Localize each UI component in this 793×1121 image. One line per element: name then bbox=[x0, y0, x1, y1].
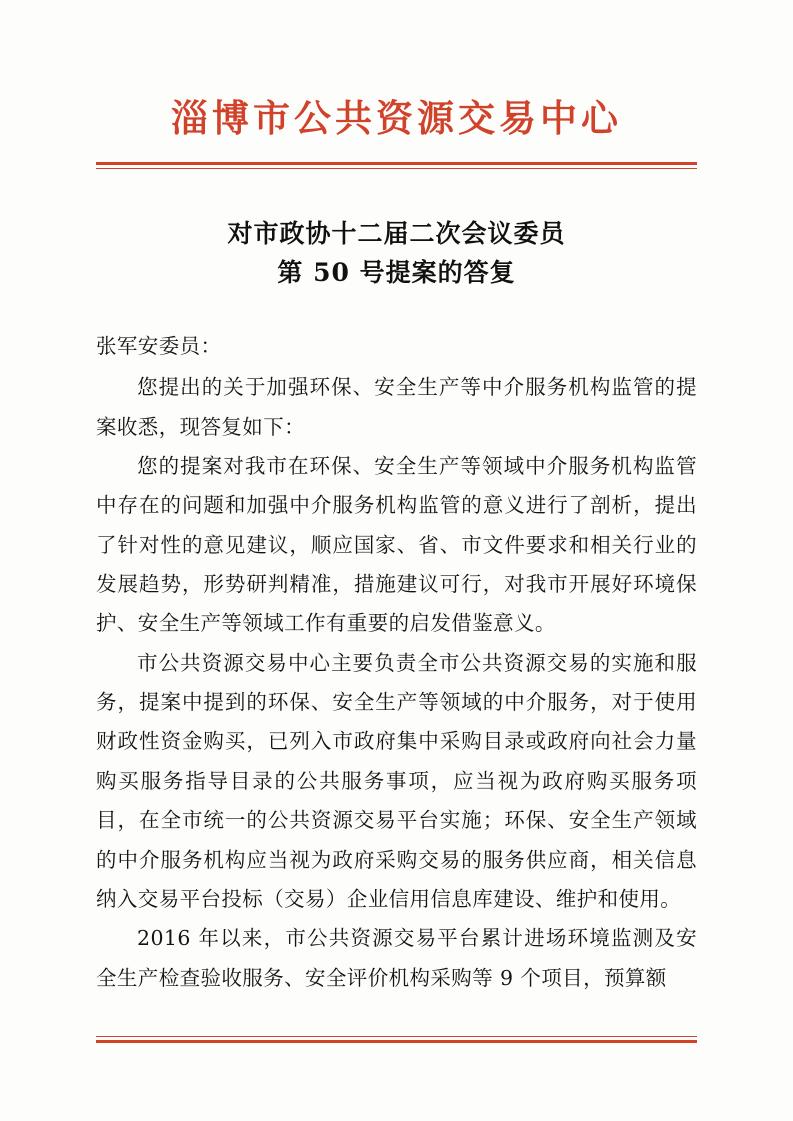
body-paragraph-4: 2016 年以来，市公共资源交易平台累计进场环境监测及安全生产检查验收服务、安全评价机构采购等 9 个项目，预算额 bbox=[96, 926, 697, 990]
page-title-line-2: 第 50 号提案的答复 bbox=[277, 258, 516, 288]
footer-rule-thick bbox=[96, 1040, 697, 1043]
letterhead bbox=[96, 0, 697, 169]
letterhead-rule-thin bbox=[96, 168, 697, 169]
letterhead-rule-thick bbox=[96, 162, 697, 165]
body-paragraph-2: 您的提案对我市在环保、安全生产等领域中介服务机构监管中存在的问题和加强中介服务机构监管的意义进行了剖析，提出了针对性的意见建议，顺应国家、省、市文件要求和相关行业的发展趋势，形势研判精准，措施建议可行，对我市开展好环境保护、安全生产等领域工作有重要的启发借鉴意义。 bbox=[96, 453, 697, 636]
footer-rule-thin bbox=[96, 1036, 697, 1037]
footer-divider bbox=[96, 1036, 697, 1043]
page-title-line-1: 对市政协十二届二次会议委员 bbox=[227, 219, 566, 249]
document-body bbox=[96, 327, 697, 998]
body-paragraph-1: 您提出的关于加强环保、安全生产等中介服务机构监管的提案收悉，现答复如下： bbox=[96, 375, 697, 439]
letterhead-divider bbox=[96, 162, 697, 169]
page-title bbox=[96, 215, 697, 293]
body-paragraph-3: 市公共资源交易中心主要负责全市公共资源交易的实施和服务，提案中提到的环保、安全生产等领域的中介服务，对于使用财政性资金购买，已列入市政府集中采购目录或政府向社会力量购买服务指导目录的公共服务事项，应当视为政府购买服务项目，在全市统一的公共资源交易平台实施；环保、安全生产领域的中介服务机构应当视为政府采购交易的服务供应商，相关信息纳入交易平台投标（交易）企业信用信息库建设、维护和使用。 bbox=[96, 650, 697, 911]
organization-title: 淄博市公共资源交易中心 bbox=[171, 96, 622, 140]
salutation: 张军安委员： bbox=[96, 333, 222, 358]
